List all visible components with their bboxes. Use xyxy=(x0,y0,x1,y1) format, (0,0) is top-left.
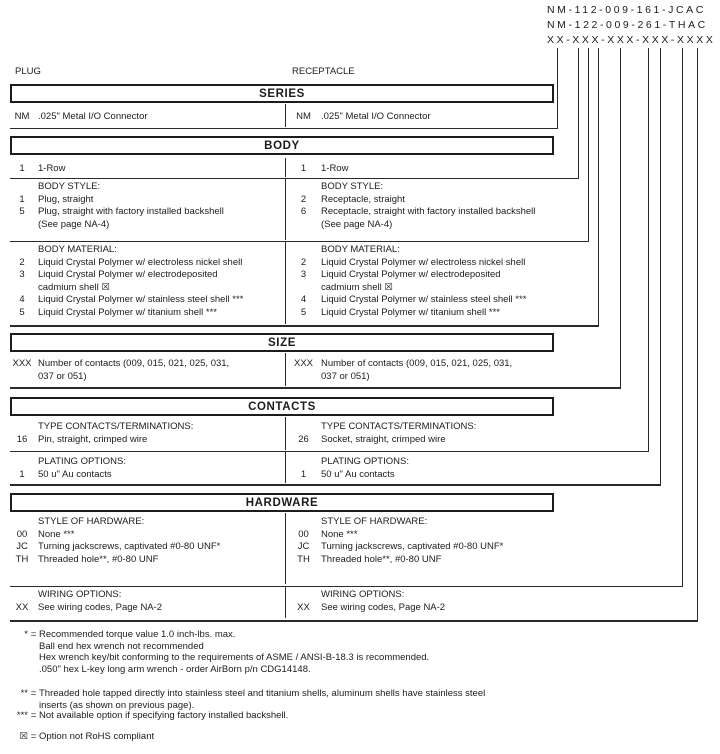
wiring-options-block xyxy=(10,587,554,618)
option-code: 4 xyxy=(19,294,25,305)
hardware-style-heading: STYLE OF HARDWARE: xyxy=(38,516,145,527)
option-description: See wiring codes, Page NA-2 xyxy=(321,601,446,613)
option-code: 4 xyxy=(300,294,307,305)
option-row xyxy=(10,163,285,176)
receptacle-column xyxy=(285,158,555,177)
option-row xyxy=(286,469,555,482)
option-description: Liquid Crystal Polymer w/ stainless steel shell *** xyxy=(38,294,244,305)
option-description: See wiring codes, Page NA-2 xyxy=(38,601,163,613)
option-row xyxy=(286,269,555,282)
option-row xyxy=(10,307,285,320)
receptacle-column xyxy=(285,587,555,618)
connector-line-body-rows xyxy=(578,48,579,179)
option-description: Plug, straight xyxy=(38,193,94,205)
option-code: 16 xyxy=(16,433,28,445)
footnote-rohs xyxy=(8,731,154,743)
body-style-block xyxy=(10,179,554,240)
option-row xyxy=(286,294,555,307)
option-code: 00 xyxy=(298,528,309,540)
section-header-contacts xyxy=(10,397,554,416)
section-title-text: BODY xyxy=(264,139,300,152)
body-style-heading: BODY STYLE: xyxy=(321,181,384,192)
footnote-line: Threaded hole tapped directly into stainless steel and titanium shells, aluminum shells have stainless steel xyxy=(39,688,486,699)
hardware-style-block xyxy=(10,513,554,584)
option-description: .025" Metal I/O Connector xyxy=(321,111,431,122)
receptacle-column xyxy=(285,417,555,450)
connector-rule-body-rows xyxy=(10,178,578,179)
connector-rule-body-material xyxy=(10,325,598,327)
option-description: Receptacle, straight xyxy=(321,193,405,205)
receptacle-part-number-value: NM-122-009-261-THAC xyxy=(547,19,708,31)
connector-rule-hardware-style xyxy=(10,586,682,587)
option-code: JC xyxy=(16,541,28,552)
receptacle-column xyxy=(285,513,555,584)
option-description: cadmium shell ☒ xyxy=(38,281,110,293)
option-code: NM xyxy=(14,111,30,122)
option-code: XXX xyxy=(12,358,32,369)
footnote-torque xyxy=(8,629,429,675)
footnote-line: Option not RoHS compliant xyxy=(39,731,155,742)
footnote-line: .050" hex L-key long arm wrench - order AirBorn p/n CDG14148. xyxy=(39,663,311,675)
option-code: 1 xyxy=(19,193,25,205)
option-row xyxy=(10,257,285,270)
option-code: 5 xyxy=(19,206,25,217)
asterisk-icon: * xyxy=(24,629,28,640)
option-description: 50 u" Au contacts xyxy=(321,468,395,480)
size-row-block xyxy=(10,353,554,386)
option-code: 6 xyxy=(300,206,307,217)
plug-column xyxy=(10,179,285,240)
option-row xyxy=(286,206,555,219)
option-row xyxy=(286,194,555,207)
contact-type-heading: TYPE CONTACTS/TERMINATIONS: xyxy=(38,421,194,432)
section-header-series xyxy=(10,84,554,103)
option-row xyxy=(10,206,285,219)
connector-line-series xyxy=(557,48,558,129)
option-code: 2 xyxy=(300,193,307,205)
plug-column-label: PLUG xyxy=(15,66,41,77)
option-code: XX xyxy=(15,601,29,613)
plug-column xyxy=(10,452,285,483)
option-description: .025" Metal I/O Connector xyxy=(38,111,148,122)
wiring-options-heading: WIRING OPTIONS: xyxy=(321,589,405,600)
option-description: Number of contacts (009, 015, 021, 025, 031, xyxy=(321,358,513,369)
connector-line-wiring xyxy=(697,48,698,622)
option-code: NM xyxy=(296,111,311,122)
option-code: XX xyxy=(297,601,310,613)
option-code: 5 xyxy=(19,306,25,318)
connector-rule-wiring xyxy=(10,620,697,622)
part-number-mask: XX-XXX-XXX-XXX-XXXX xyxy=(547,34,716,46)
footnote-line: Recommended torque value 1.0 inch-lbs. max. xyxy=(39,629,236,640)
hardware-style-heading: STYLE OF HARDWARE: xyxy=(321,516,428,527)
connector-line-contact-type xyxy=(648,48,649,452)
connector-rule-series xyxy=(10,128,557,129)
receptacle-column xyxy=(285,452,555,483)
option-row xyxy=(10,371,285,384)
footnote-not-available xyxy=(8,710,288,722)
footnote-line: Hex wrench key/bit conforming to the requirements of ASME / ANSI-B-18.3 is recommended. xyxy=(39,652,430,663)
section-header-hardware xyxy=(10,493,554,512)
option-description: 037 or 051) xyxy=(38,370,87,382)
option-row xyxy=(286,434,555,447)
body-material-heading: BODY MATERIAL: xyxy=(38,244,117,255)
option-row xyxy=(286,307,555,320)
option-description: Liquid Crystal Polymer w/ electroless nickel shell xyxy=(38,256,243,268)
connector-line-body-style xyxy=(588,48,589,242)
option-description: Liquid Crystal Polymer w/ electroless nickel shell xyxy=(321,256,526,268)
option-description: 037 or 051) xyxy=(321,370,370,382)
option-description: Liquid Crystal Polymer w/ titanium shell *** xyxy=(321,306,500,318)
plug-column xyxy=(10,353,285,386)
option-code: 1 xyxy=(19,163,25,174)
option-row xyxy=(286,257,555,270)
option-row xyxy=(286,371,555,384)
contact-type-block xyxy=(10,417,554,450)
option-code: 1 xyxy=(300,163,307,174)
connector-line-body-material xyxy=(598,48,599,327)
footnote-line: Not available option if specifying factory installed backshell. xyxy=(39,710,289,721)
receptacle-column xyxy=(285,353,555,386)
receptacle-column xyxy=(285,242,555,324)
option-row xyxy=(286,358,555,371)
receptacle-column-label: RECEPTACLE xyxy=(292,66,355,77)
receptacle-column xyxy=(285,104,555,127)
option-code: 3 xyxy=(19,269,25,280)
option-row xyxy=(10,469,285,482)
option-code: TH xyxy=(15,553,29,565)
option-row xyxy=(10,219,285,232)
option-row xyxy=(10,434,285,447)
option-row xyxy=(286,219,555,232)
option-code: 26 xyxy=(298,433,309,445)
series-row-block xyxy=(10,104,554,127)
option-row xyxy=(10,282,285,295)
option-row xyxy=(286,541,555,554)
option-description: (See page NA-4) xyxy=(38,218,110,230)
option-description: Turning jackscrews, captivated #0-80 UNF* xyxy=(38,541,221,552)
option-description: Socket, straight, crimped wire xyxy=(321,433,446,445)
connector-rule-contact-type xyxy=(10,451,648,452)
connector-rule-size xyxy=(10,387,620,389)
plug-column xyxy=(10,513,285,584)
option-description: Receptacle, straight with factory installed backshell xyxy=(321,206,536,217)
option-row xyxy=(10,602,285,615)
option-description: Liquid Crystal Polymer w/ stainless steel shell *** xyxy=(321,294,527,305)
body-style-heading: BODY STYLE: xyxy=(38,181,101,192)
section-header-size xyxy=(10,333,554,352)
section-title-text: SERIES xyxy=(259,87,305,100)
connector-line-size xyxy=(620,48,621,389)
plug-column xyxy=(10,104,285,127)
option-description: cadmium shell ☒ xyxy=(321,281,393,293)
option-description: Liquid Crystal Polymer w/ electrodeposited xyxy=(321,269,501,280)
option-code: 5 xyxy=(300,306,307,318)
section-header-body xyxy=(10,136,554,155)
option-description: (See page NA-4) xyxy=(321,218,393,230)
option-row xyxy=(286,111,555,124)
option-description: Plug, straight with factory installed backshell xyxy=(38,206,224,217)
plug-column xyxy=(10,158,285,177)
equals-sign: = xyxy=(30,688,37,699)
option-description: Threaded hole**, #0-80 UNF xyxy=(321,553,442,565)
option-code: 3 xyxy=(300,269,307,280)
option-row xyxy=(286,163,555,176)
plating-block xyxy=(10,452,554,483)
section-title-text: HARDWARE xyxy=(245,496,319,509)
option-description: Threaded hole**, #0-80 UNF xyxy=(38,553,159,565)
option-row xyxy=(286,602,555,615)
option-row xyxy=(10,541,285,554)
option-row xyxy=(10,294,285,307)
option-code: XXX xyxy=(293,358,313,369)
plating-heading: PLATING OPTIONS: xyxy=(321,456,409,467)
option-row xyxy=(10,554,285,567)
receptacle-column xyxy=(285,179,555,240)
connector-rule-plating xyxy=(10,484,660,486)
plug-column xyxy=(10,587,285,618)
triple-asterisk-icon: *** xyxy=(16,710,28,721)
option-row xyxy=(286,529,555,542)
contact-type-heading: TYPE CONTACTS/TERMINATIONS: xyxy=(321,421,477,432)
equals-sign: = xyxy=(30,710,37,721)
option-row xyxy=(10,358,285,371)
option-description: None *** xyxy=(38,528,75,540)
wiring-options-heading: WIRING OPTIONS: xyxy=(38,589,122,600)
not-rohs-compliant-icon: ☒ xyxy=(19,731,28,742)
plug-column xyxy=(10,242,285,324)
option-description: Turning jackscrews, captivated #0-80 UNF* xyxy=(321,541,504,552)
option-description: 1-Row xyxy=(38,163,66,174)
option-row xyxy=(286,282,555,295)
option-code: 2 xyxy=(19,256,25,268)
option-code: JC xyxy=(297,541,310,552)
connector-line-hardware-style xyxy=(682,48,683,587)
section-title-text: CONTACTS xyxy=(248,400,316,413)
section-title-text: SIZE xyxy=(268,336,296,349)
footnote-line: inserts (as shown on previous page). xyxy=(39,699,195,711)
body-rows-block xyxy=(10,158,554,177)
option-code: 1 xyxy=(19,468,25,480)
option-description: Liquid Crystal Polymer w/ electrodeposited xyxy=(38,269,218,280)
equals-sign: = xyxy=(30,731,37,742)
option-row xyxy=(10,111,285,124)
body-material-heading: BODY MATERIAL: xyxy=(321,244,400,255)
footnote-threaded-hole xyxy=(8,688,485,711)
option-code: 1 xyxy=(300,468,307,480)
option-description: Pin, straight, crimped wire xyxy=(38,433,148,445)
equals-sign: = xyxy=(30,629,37,640)
option-description: Number of contacts (009, 015, 021, 025, 031, xyxy=(38,358,230,369)
option-row xyxy=(10,269,285,282)
option-code: TH xyxy=(297,553,310,565)
plug-column xyxy=(10,417,285,450)
body-material-block xyxy=(10,242,554,324)
double-asterisk-icon: ** xyxy=(20,688,28,699)
plug-part-number-value: NM-112-009-161-JCAC xyxy=(547,4,706,16)
footnote-line: Ball end hex wrench not recommended xyxy=(39,640,204,652)
option-description: None *** xyxy=(321,528,358,540)
option-description: 50 u" Au contacts xyxy=(38,468,112,480)
connector-rule-body-style xyxy=(10,241,588,242)
option-code: 2 xyxy=(300,256,307,268)
option-row xyxy=(286,554,555,567)
option-row xyxy=(10,194,285,207)
plating-heading: PLATING OPTIONS: xyxy=(38,456,126,467)
option-code: 00 xyxy=(16,528,28,540)
connector-line-plating xyxy=(660,48,661,486)
option-description: 1-Row xyxy=(321,163,349,174)
option-row xyxy=(10,529,285,542)
option-description: Liquid Crystal Polymer w/ titanium shell *** xyxy=(38,306,217,318)
